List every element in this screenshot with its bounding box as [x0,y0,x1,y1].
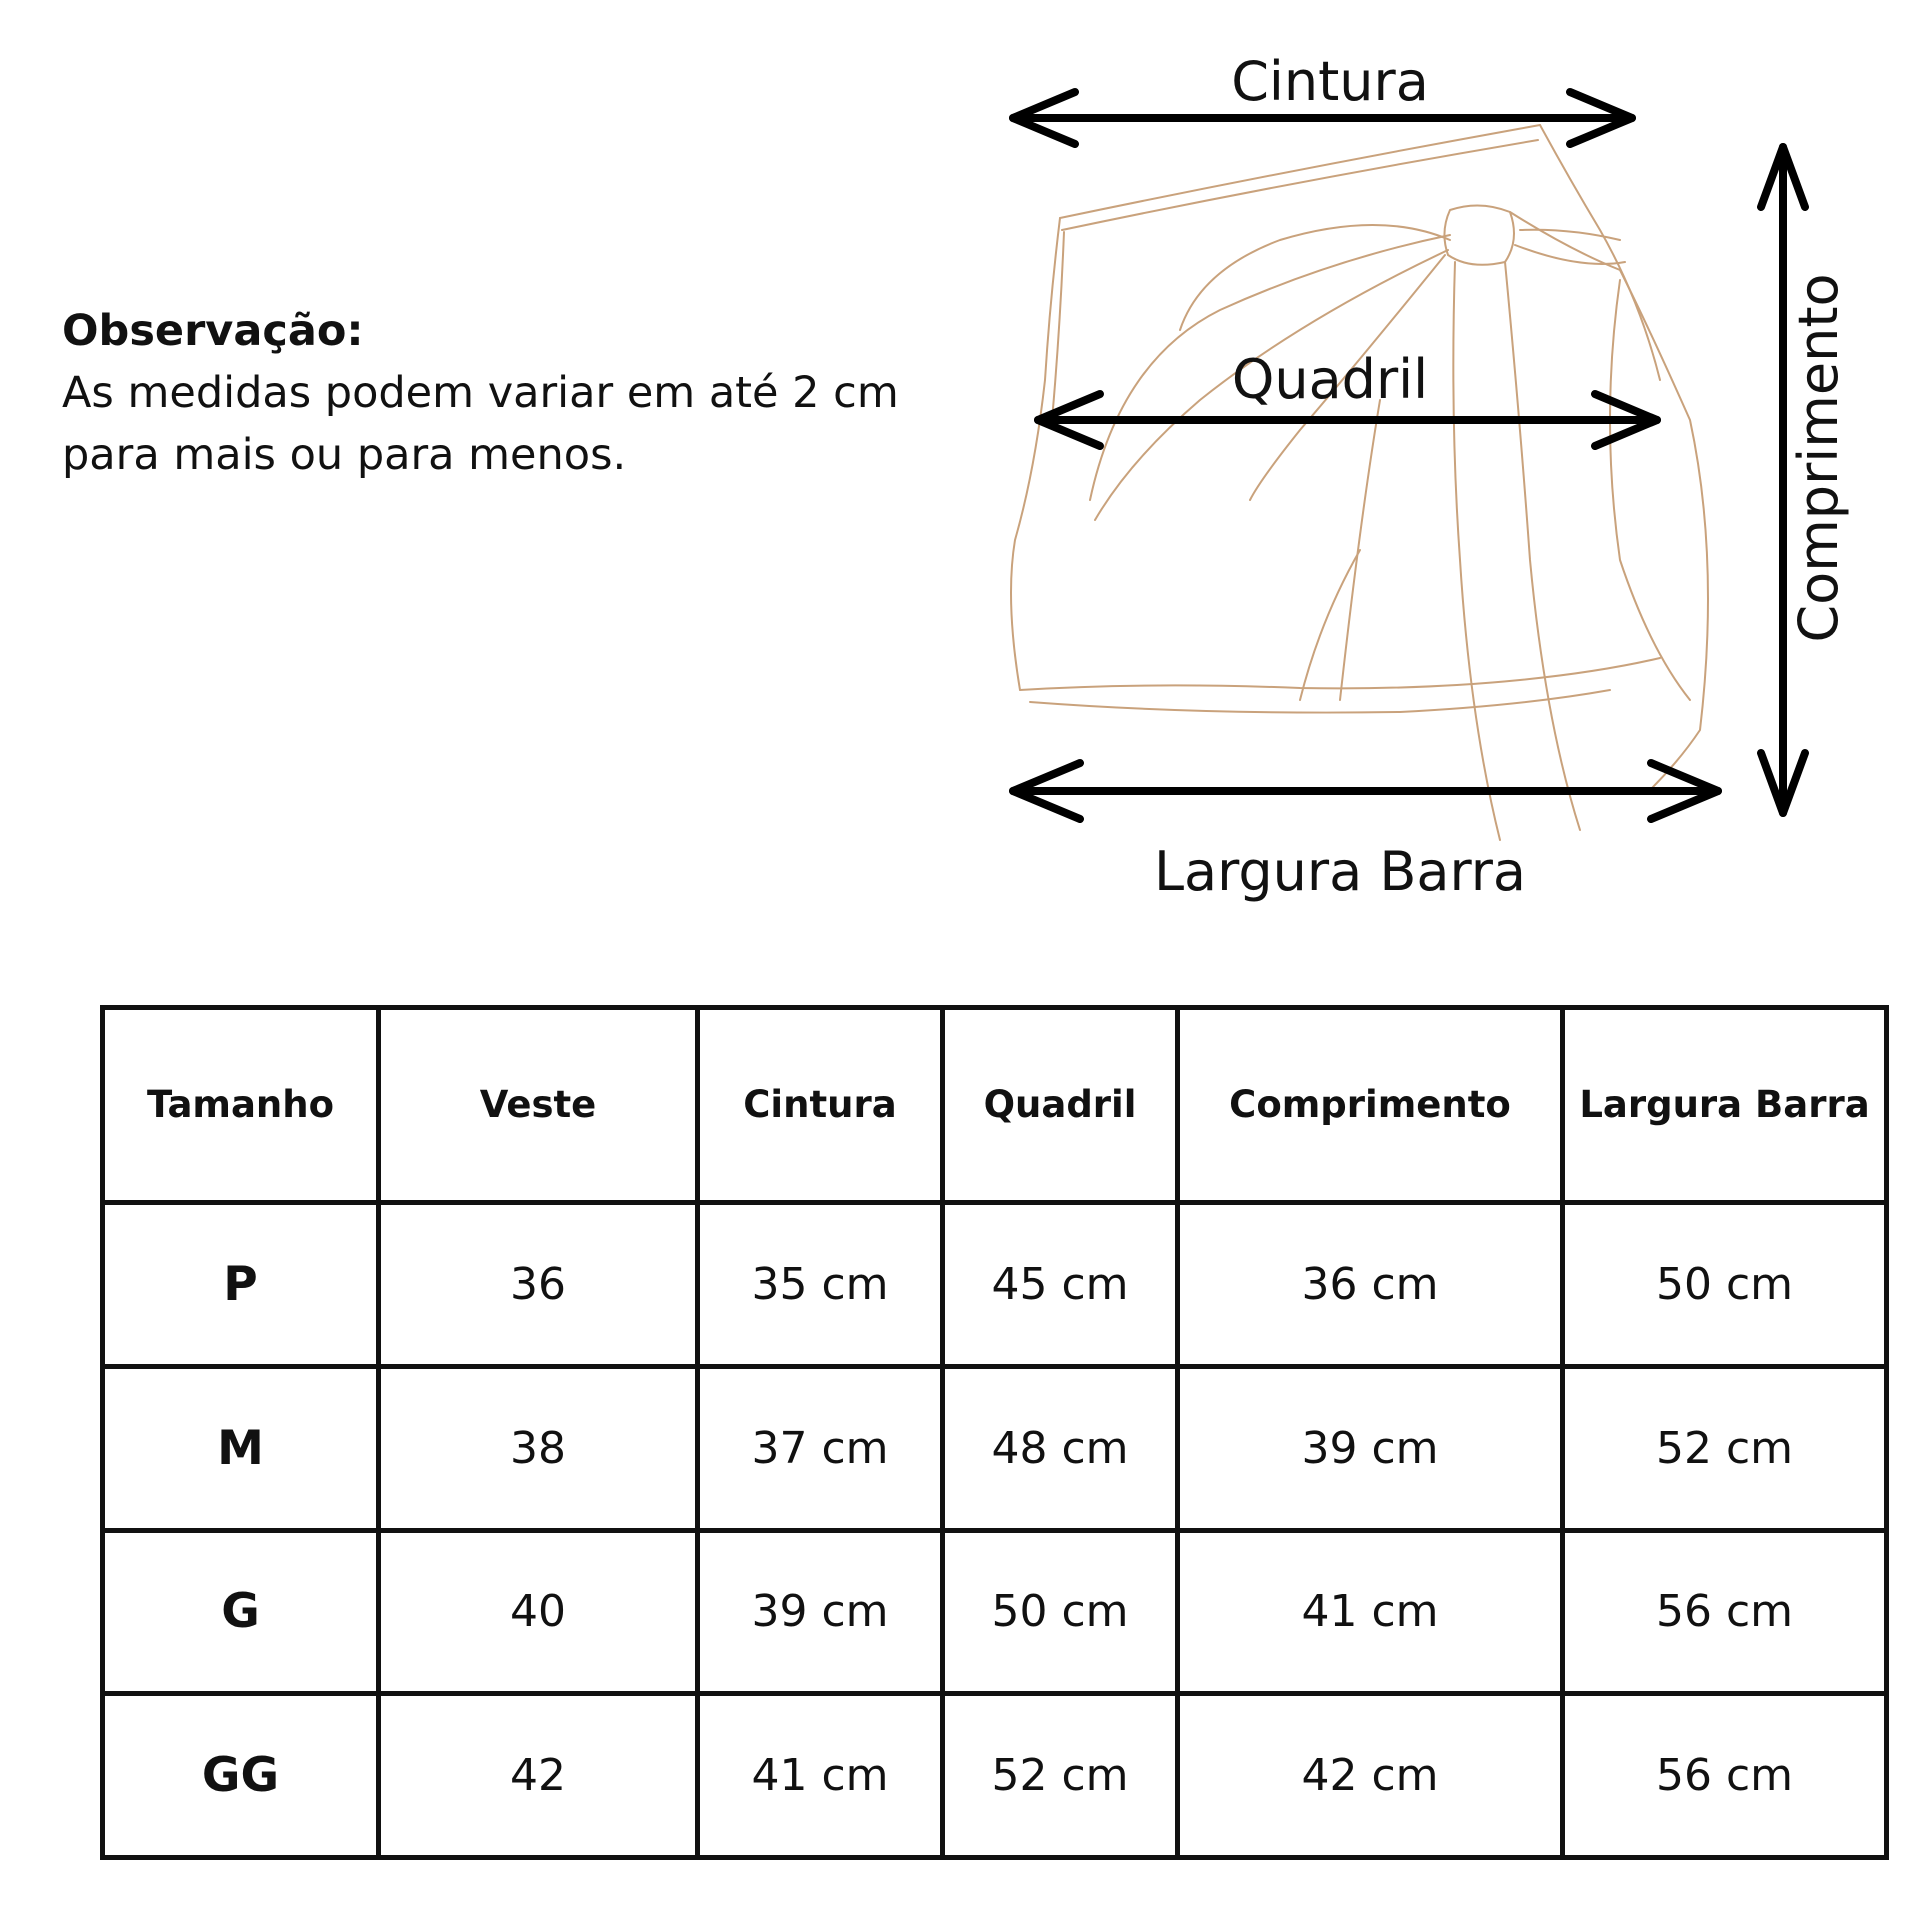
hem-cell: 52 cm [1563,1366,1887,1530]
hip-cell: 50 cm [943,1530,1178,1694]
waist-cell: 41 cm [698,1694,943,1858]
header-waist: Cintura [698,1008,943,1203]
dimension-arrows [1013,92,1805,819]
length-label: Comprimento [1787,273,1850,643]
waist-cell: 39 cm [698,1530,943,1694]
hip-cell: 52 cm [943,1694,1178,1858]
fits-cell: 38 [379,1366,698,1530]
waist-label: Cintura [1231,50,1429,113]
skirt-measurement-diagram [0,0,1920,920]
size-table [100,1005,1889,1860]
length-cell: 41 cm [1178,1530,1563,1694]
hip-cell: 45 cm [943,1203,1178,1367]
hem-cell: 50 cm [1563,1203,1887,1367]
table-header-row [103,1008,1887,1203]
hip-label: Quadril [1231,348,1429,411]
length-cell: 36 cm [1178,1203,1563,1367]
length-cell: 42 cm [1178,1694,1563,1858]
hem-cell: 56 cm [1563,1530,1887,1694]
size-cell: M [103,1366,379,1530]
note-title: Observação: [62,306,364,356]
length-cell: 39 cm [1178,1366,1563,1530]
table-row [103,1694,1887,1858]
hem-label: Largura Barra [1153,840,1527,903]
fits-cell: 36 [379,1203,698,1367]
header-fits: Veste [379,1008,698,1203]
size-cell: GG [103,1694,379,1858]
table-row [103,1366,1887,1530]
skirt-sketch [1011,125,1708,840]
hem-cell: 56 cm [1563,1694,1887,1858]
note-text-line-2: para mais ou para menos. [62,430,627,480]
header-hem: Largura Barra [1563,1008,1887,1203]
fits-cell: 42 [379,1694,698,1858]
header-size: Tamanho [103,1008,379,1203]
size-cell: G [103,1530,379,1694]
waist-cell: 35 cm [698,1203,943,1367]
header-hip: Quadril [943,1008,1178,1203]
size-cell: P [103,1203,379,1367]
note-text-line-1: As medidas podem variar em até 2 cm [62,368,899,418]
hip-cell: 48 cm [943,1366,1178,1530]
waist-cell: 37 cm [698,1366,943,1530]
fits-cell: 40 [379,1530,698,1694]
table-row [103,1203,1887,1367]
header-length: Comprimento [1178,1008,1563,1203]
table-row [103,1530,1887,1694]
